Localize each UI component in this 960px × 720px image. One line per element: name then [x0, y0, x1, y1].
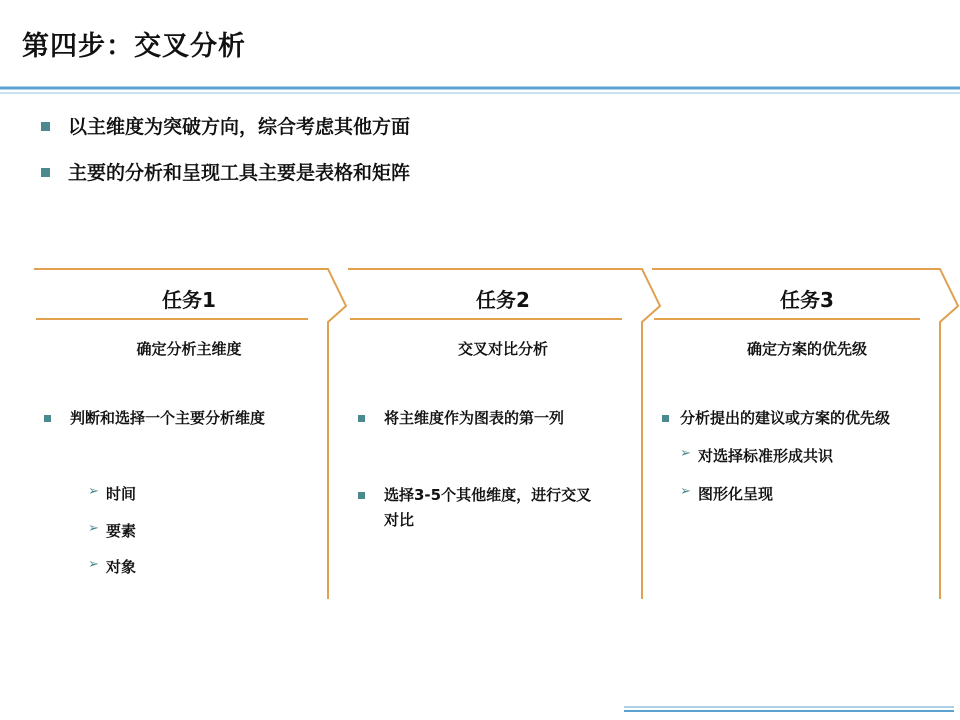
chevron-right-icon: ➢	[680, 446, 691, 461]
chevron-right-icon: ➢	[88, 557, 99, 572]
chevron-right-icon: ➢	[88, 484, 99, 499]
footer-divider	[624, 706, 954, 714]
task-subtitle: 交叉对比分析	[457, 340, 548, 358]
bullet-square-icon	[662, 415, 669, 422]
chevron-right-icon: ➢	[88, 521, 99, 536]
task-frame	[30, 266, 348, 602]
task-card-1: 任务1 确定分析主维度 判断和选择一个主要分析维度 ➢ 时间 ➢ 要素 ➢ 对象	[30, 266, 348, 602]
task-subtitle: 确定分析主维度	[136, 340, 242, 358]
task-frame	[648, 266, 960, 602]
bullet-square-icon	[41, 122, 50, 131]
chevron-right-icon: ➢	[680, 484, 691, 499]
bullet-square-icon	[41, 168, 50, 177]
task-subtitle: 确定方案的优先级	[746, 340, 867, 358]
task-title: 任务1	[162, 288, 216, 312]
bullet-square-icon	[358, 492, 365, 499]
bullet-square-icon	[44, 415, 51, 422]
title-divider	[0, 86, 960, 96]
task-card-3: 任务3 确定方案的优先级 分析提出的建议或方案的优先级 ➢ 对选择标准形成共识 ➢ 图形化呈现	[648, 266, 960, 602]
task-frame	[344, 266, 662, 602]
task-title: 任务2	[476, 288, 530, 312]
bullet-square-icon	[358, 415, 365, 422]
slide-title: 第四步：交叉分析	[22, 31, 246, 62]
task-title: 任务3	[780, 288, 834, 312]
task-card-2: 任务2 交叉对比分析 将主维度作为图表的第一列 选择3-5个其他维度，进行交叉 对比	[344, 266, 662, 602]
